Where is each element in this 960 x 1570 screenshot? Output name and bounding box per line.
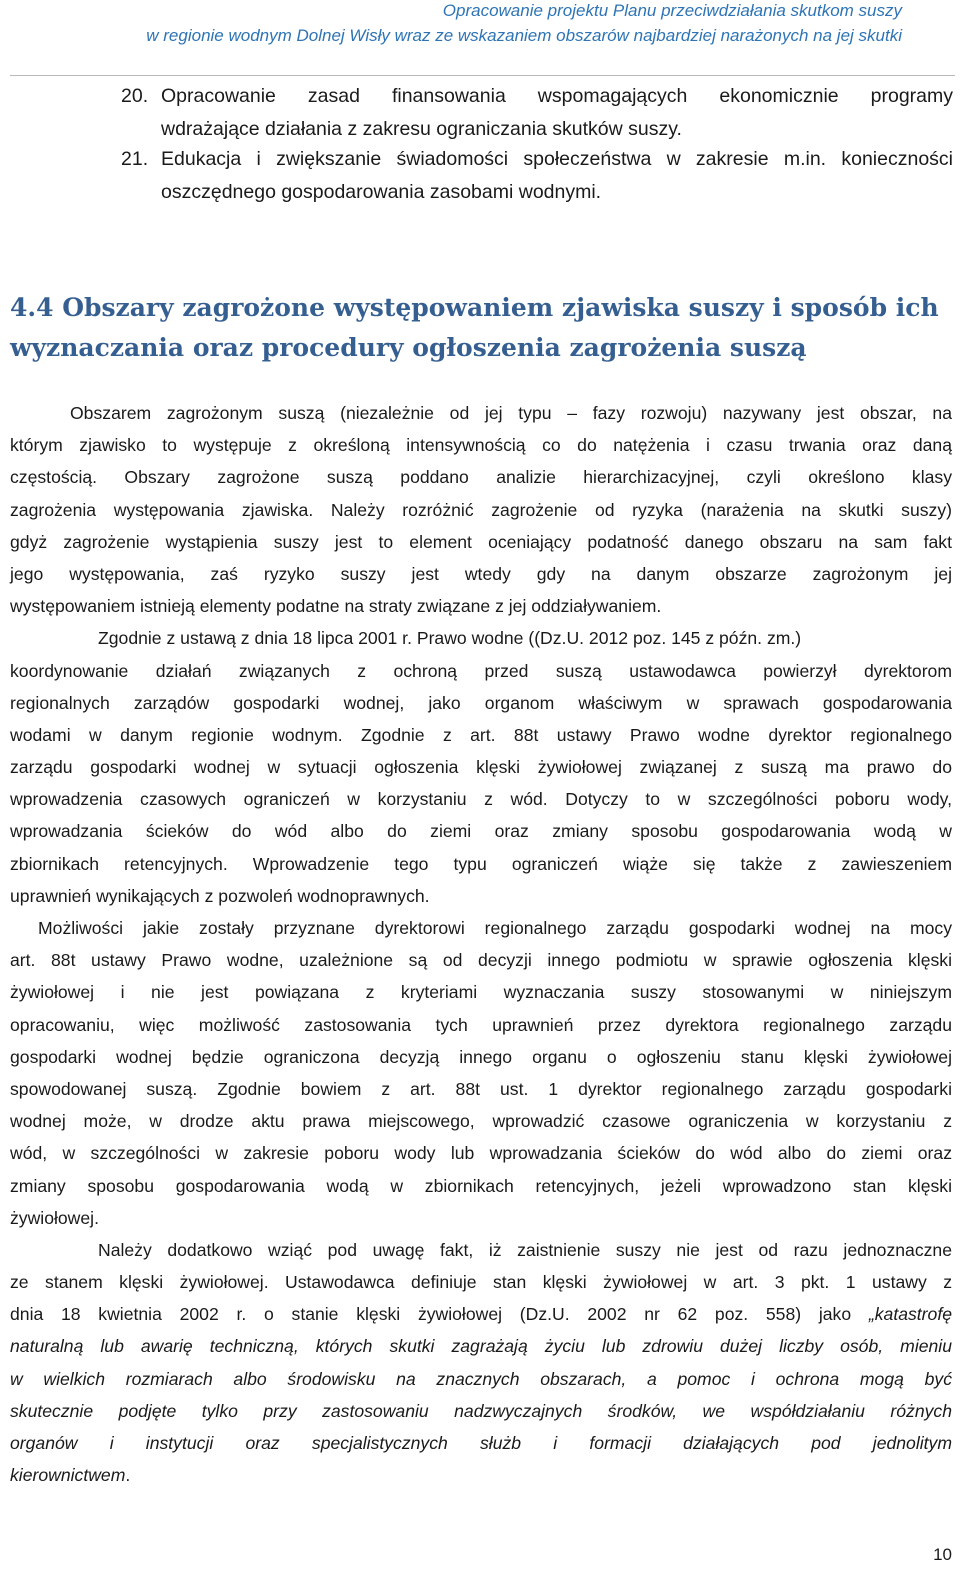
text-line [10, 848, 952, 880]
text-run: dnia 18 kwietnia 2002 r. o stanie klęski żywiołowej (Dz.U. 2002 nr 62 poz. 558) jako [10, 1304, 869, 1325]
text-run: wód, w szczególności w zakresie poboru wody lub wprowadzania ścieków do wód albo do ziemi oraz [10, 1143, 952, 1164]
text-line-content [10, 461, 952, 493]
text-line-content [10, 1395, 952, 1427]
text-line [10, 1266, 952, 1298]
text-line [10, 461, 952, 493]
text-line [10, 1073, 952, 1105]
text-line-content [10, 1073, 952, 1105]
text-run: wodami w danym regionie wodnym. Zgodnie z art. 88t ustawy Prawo wodne dyrektor regionalnego [10, 724, 952, 745]
list-item-text: Opracowanie zasad finansowania wspomagających ekonomicznie programy [161, 85, 953, 107]
list-item-text: wdrażające działania z zakresu ograniczania skutków suszy. [161, 117, 682, 140]
text-line [10, 1330, 952, 1362]
section-heading-line-2: wyznaczania oraz procedury ogłoszenia zagrożenia suszą [10, 333, 807, 362]
page-number: 10 [933, 1545, 952, 1564]
text-line-content [98, 622, 952, 654]
text-line [10, 815, 952, 847]
body-text [10, 397, 952, 1491]
list-item-text: Edukacja i zwiększanie świadomości społeczeństwa w zakresie m.in. konieczności [161, 148, 953, 170]
header-divider [10, 75, 955, 76]
header-title-line-1: Opracowanie projektu Planu przeciwdziałania skutkom suszy [442, 1, 902, 20]
text-line [10, 429, 952, 461]
text-line-content [10, 429, 952, 461]
text-run: wprowadzenia czasowych ograniczeń w korzystaniu z wód. Dotyczy to w szczególności poboru wody, [10, 789, 952, 810]
list-item [121, 80, 953, 145]
text-run: . [125, 1465, 131, 1486]
text-line-content [70, 397, 952, 429]
text-line-content [38, 912, 952, 944]
text-run: uprawnień wynikających z pozwoleń wodnoprawnych. [10, 885, 430, 906]
text-line-content [10, 1266, 952, 1298]
text-line-content [10, 1041, 952, 1073]
text-line [10, 526, 952, 558]
italic-quote-run: w wielkich rozmiarach albo środowisku na znacznych obszarach, a pomoc i ochrona mogą być [10, 1368, 952, 1389]
header-title-line-2: w regionie wodnym Dolnej Wisły wraz ze wskazaniem obszarów najbardziej narażonych na jej skutki [146, 26, 902, 45]
text-line-content [10, 751, 952, 783]
text-line [10, 494, 952, 526]
text-line [10, 1459, 952, 1491]
text-line-content [10, 1202, 952, 1234]
text-line [10, 1363, 952, 1395]
text-line [10, 880, 952, 912]
text-line-content [10, 687, 952, 719]
list-item-number: 20. [121, 85, 149, 107]
text-line [10, 944, 952, 976]
text-line [10, 397, 952, 429]
list-item [121, 143, 953, 208]
text-line [10, 1009, 952, 1041]
section-heading [10, 288, 950, 368]
text-run: żywiołowej. [10, 1207, 99, 1228]
text-run: wprowadzania ścieków do wód albo do ziemi oraz zmiany sposobu gospodarowania wodą w [10, 821, 952, 842]
text-line [10, 655, 952, 687]
list-item-text: oszczędnego gospodarowania zasobami wodnymi. [161, 180, 602, 203]
text-run: zarządu gospodarki wodnej w sytuacji ogłoszenia klęski żywiołowej związanej z suszą ma prawo do [10, 757, 952, 778]
italic-quote-run: kierownictwem [10, 1465, 126, 1486]
text-line-content [10, 1298, 952, 1330]
text-line-content [10, 1427, 952, 1459]
text-run: gdyż zagrożenie wystąpienia suszy jest to element oceniający podatność danego obszaru na sam fakt [10, 531, 952, 552]
text-line-content [10, 558, 952, 590]
text-line-content [10, 719, 952, 751]
text-line-content [10, 976, 952, 1008]
text-run: zagrożenia występowania zjawiska. Należy rozróżnić zagrożenie od ryzyka (narażenia na skutki suszy) [10, 499, 952, 520]
text-line-content [10, 1009, 952, 1041]
text-run: którym zjawisko to występuje z określoną intensywnością co do natężenia i czasu trwania oraz daną [10, 435, 952, 456]
text-line [10, 976, 952, 1008]
text-line-content [10, 1363, 952, 1395]
text-run: ze stanem klęski żywiołowej. Ustawodawca definiuje stan klęski żywiołowej w art. 3 pkt. 1 ustawy z [10, 1272, 952, 1293]
text-line-content [10, 848, 952, 880]
text-line-content [10, 590, 952, 622]
list-item-number: 21. [121, 148, 149, 170]
text-line [10, 912, 952, 944]
italic-quote-run: organów i instytucji oraz specjalistycznych służb i formacji działających pod jednolitym [10, 1433, 952, 1453]
text-line-content [10, 1459, 952, 1491]
text-line [10, 590, 952, 622]
text-run: zbiornikach retencyjnych. Wprowadzenie tego typu ograniczeń wiąże się także z zawieszeniem [10, 853, 952, 874]
section-heading-line-1: 4.4 Obszary zagrożone występowaniem zjawiska suszy i sposób ich [10, 293, 939, 322]
text-line [10, 1234, 952, 1266]
text-line-content [10, 1330, 952, 1362]
text-run: gospodarki wodnej będzie ograniczona decyzją innego organu o ogłoszeniu stanu klęski żywiołowej [10, 1046, 952, 1067]
text-line [10, 1170, 952, 1202]
text-run: częstością. Obszary zagrożone suszą poddano analizie hierarchizacyjnej, czyli określono klasy [10, 467, 952, 488]
text-line [10, 1427, 952, 1459]
text-line-content [10, 494, 952, 526]
text-run: opracowaniu, więc możliwość zastosowania tych uprawnień przez dyrektora regionalnego zarządu [10, 1014, 952, 1035]
text-line [10, 687, 952, 719]
text-run: Obszarem zagrożonym suszą (niezależnie od jej typu – fazy rozwoju) nazywany jest obszar, na [70, 403, 952, 423]
text-line-content [10, 944, 952, 976]
text-run: Zgodnie z ustawą z dnia 18 lipca 2001 r. Prawo wodne ((Dz.U. 2012 poz. 145 z późn. zm.) [98, 628, 802, 649]
text-run: jego występowania, zaś ryzyko suszy jest wtedy gdy na danym obszarze zagrożonym jej [10, 563, 952, 584]
text-line [10, 719, 952, 751]
text-line [10, 622, 952, 654]
text-line-content [10, 880, 952, 912]
text-run: występowaniem istnieją elementy podatne na straty związane z jej oddziaływaniem. [10, 596, 662, 617]
text-line-content [10, 1170, 952, 1202]
text-line [10, 1202, 952, 1234]
text-line [10, 1298, 952, 1330]
text-run: spowodowanej suszą. Zgodnie bowiem z art. 88t ust. 1 dyrektor regionalnego zarządu gospodarki [10, 1078, 952, 1099]
text-run: art. 88t ustawy Prawo wodne, uzależnione są od decyzji innego podmiotu w sprawie ogłoszenia klęski [10, 950, 952, 971]
text-line-content [98, 1234, 952, 1266]
italic-quote-run: skutecznie podjęte tylko przy zastosowaniu nadzwyczajnych środków, we współdziałaniu różnych [10, 1400, 952, 1421]
text-line-content [10, 526, 952, 558]
text-run: Możliwości jakie zostały przyznane dyrektorowi regionalnego zarządu gospodarki wodnej na mocy [38, 918, 952, 938]
text-run: regionalnych zarządów gospodarki wodnej, jako organom właściwym w sprawach gospodarowania [10, 692, 952, 713]
italic-quote-run: naturalną lub awarię techniczną, których skutki zagrażają życiu lub zdrowiu dużej liczby osób, mieniu [10, 1336, 952, 1357]
text-line-content [10, 1137, 952, 1169]
text-line [10, 783, 952, 815]
text-line [10, 1041, 952, 1073]
text-run: żywiołowej i nie jest powiązana z kryteriami wyznaczania suszy stosowanymi w niniejszym [10, 982, 952, 1003]
text-line [10, 1137, 952, 1169]
text-line-content [10, 783, 952, 815]
text-line-content [10, 655, 952, 687]
text-line [10, 558, 952, 590]
text-line-content [10, 815, 952, 847]
text-run: wodnej może, w drodze aktu prawa miejscowego, wprowadzić czasowe ograniczenia w korzystaniu z [10, 1111, 952, 1132]
text-line [10, 1105, 952, 1137]
text-line-content [10, 1105, 952, 1137]
text-run: koordynowanie działań związanych z ochroną przed suszą ustawodawca powierzył dyrektorom [10, 660, 952, 681]
text-run: zmiany sposobu gospodarowania wodą w zbiornikach retencyjnych, jeżeli wprowadzono stan klęski [10, 1175, 952, 1196]
text-line [10, 1395, 952, 1427]
text-line [10, 751, 952, 783]
text-run: Należy dodatkowo wziąć pod uwagę fakt, iż zaistnienie suszy nie jest od razu jednoznaczne [98, 1239, 952, 1260]
italic-quote-run: „katastrofę [868, 1304, 952, 1325]
